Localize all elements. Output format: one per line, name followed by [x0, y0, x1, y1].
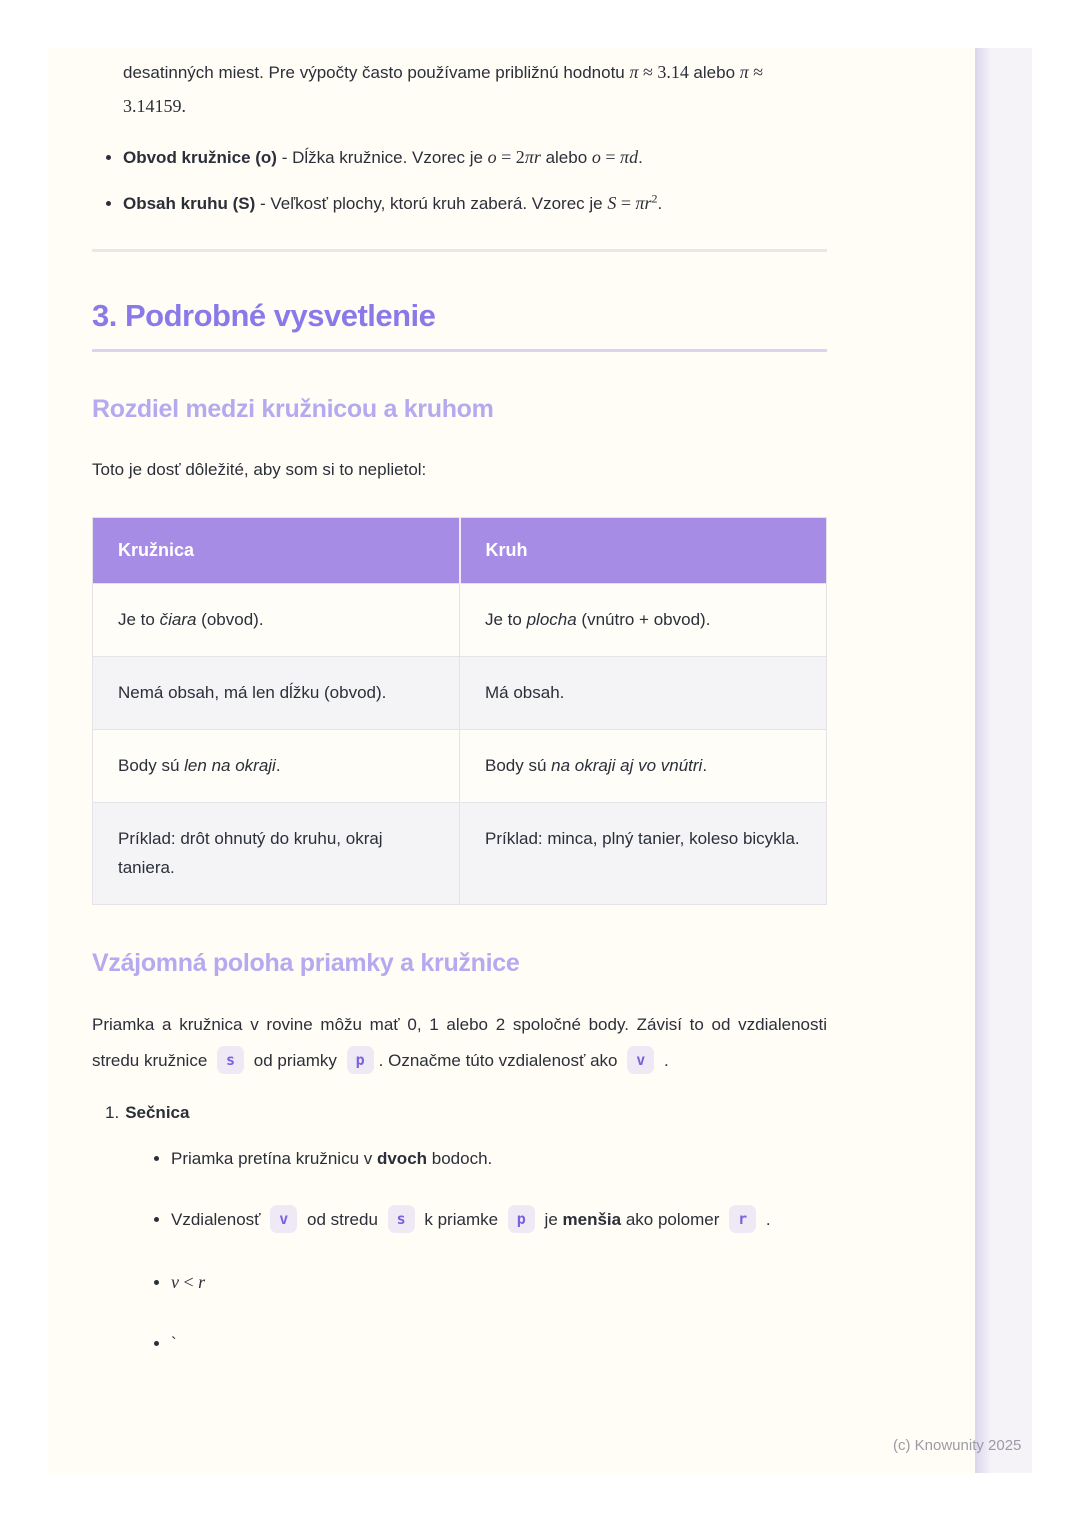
copyright-footer: (c) Knowunity 2025 [893, 1437, 1022, 1454]
table-header-row [93, 518, 827, 584]
list-item-title: Sečnica [125, 1103, 190, 1123]
secnica-list-item: • Vzdialenosť v od stredu s k priamke p je menšia ako polomer r . [171, 1203, 827, 1237]
table-cell: Príklad: minca, plný tanier, koleso bicykla. [460, 802, 827, 905]
inline-code-badge: s [388, 1205, 415, 1233]
definition-list-item: • Obsah kruhu (S) - Veľkosť plochy, ktorú kruh zaberá. Vzorec je $S = \pi r^2$. [123, 187, 827, 221]
document-content [92, 56, 827, 1388]
section-divider [92, 249, 827, 252]
document-page [48, 48, 975, 1473]
right-page-margin-strip [975, 48, 1032, 1473]
inline-code-badge: p [347, 1046, 374, 1074]
numbered-list-item-secnica [92, 1099, 827, 1361]
inline-code-badge: r [729, 1205, 756, 1233]
inline-code-badge: s [217, 1046, 244, 1074]
table-row [93, 802, 827, 905]
definition-list-item: • Obvod kružnice (o) - Dĺžka kružnice. Vzorec je o = 2πr alebo o = πd. [123, 141, 827, 175]
poloha-paragraph: Priamka a kružnica v rovine môžu mať 0, 1 alebo 2 spoločné body. Závisí to od vzdialenosti stredu kružnice s od priamky p . Označme túto vzdialenosť ako v . [92, 1007, 827, 1078]
table-cell: Je to plocha (vnútro + obvod). [460, 584, 827, 657]
table-cell: Je to čiara (obvod). [93, 584, 460, 657]
table-cell: Body sú len na okraji. [93, 729, 460, 802]
table-row [93, 729, 827, 802]
pi-approximation-paragraph: desatinných miest. Pre výpočty často používame približnú hodnotu π ≈ 3.14 alebo π ≈ 3.14159. [123, 62, 764, 116]
table-row [93, 657, 827, 730]
list-number: 1. [105, 1103, 120, 1123]
inline-code-badge: p [508, 1205, 535, 1233]
table-row [93, 584, 827, 657]
table-header-kruznica: Kružnica [93, 518, 460, 584]
secnica-list-item: • v < r [171, 1264, 827, 1300]
kruznica-kruh-comparison-table [92, 517, 827, 905]
table-cell: Body sú na okraji aj vo vnútri. [460, 729, 827, 802]
inline-code-badge: v [270, 1205, 297, 1233]
subsection-title-poloha: Vzájomná poloha priamky a kružnice [92, 949, 520, 978]
table-cell: Má obsah. [460, 657, 827, 730]
secnica-list-item: • Priamka pretína kružnicu v dvoch bodoch. [171, 1142, 827, 1176]
table-body [93, 584, 827, 905]
secnica-bullet-list [148, 1142, 827, 1361]
secnica-list-item: • ` [171, 1327, 827, 1361]
table-header-kruh: Kruh [460, 518, 827, 584]
subsection-title-rozdiel: Rozdiel medzi kružnicou a kruhom [92, 395, 494, 424]
section-title: 3. Podrobné vysvetlenie [92, 298, 827, 352]
table-lead-paragraph: Toto je dosť dôležité, aby som si to neplietol: [92, 460, 427, 480]
table-cell: Príklad: drôt ohnutý do kruhu, okraj taniera. [93, 802, 460, 905]
inline-code-badge: v [627, 1046, 654, 1074]
definitions-list [92, 141, 827, 222]
table-cell: Nemá obsah, má len dĺžku (obvod). [93, 657, 460, 730]
